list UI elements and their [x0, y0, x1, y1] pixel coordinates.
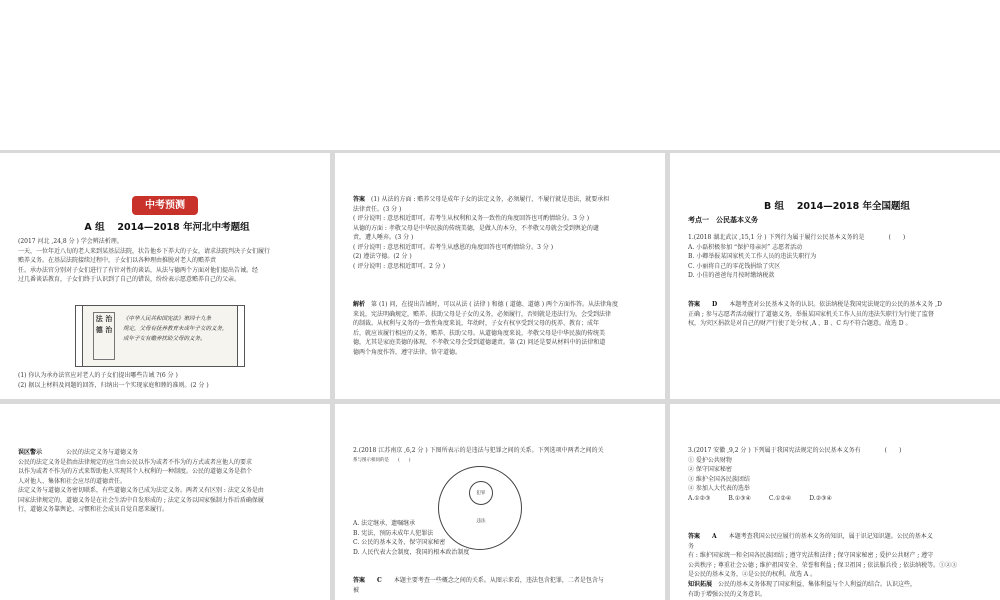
question-intro: (2017 河北 ,24,8 分 ) 学会辨法析理。 [18, 238, 123, 245]
analysis-line: 第 (1) 问，在提出告诫时，可以从法 ( 法律 ) 和德 ( 道德、道德 ) 两个方面作答。从法律角度 [371, 301, 618, 308]
item: ③ 维护全国各民族团结 [688, 475, 750, 483]
answer-line: 从德的方面 : 孝敬父母是中华民族的传统美德，是做人的本分，不孝敬父母就会受到舆论的谴 [353, 224, 599, 232]
analysis-line: 来说，宪法明确规定，赡养、扶助父母是子女的义务，必须履行，否则就是违法行为，会受到法律 [353, 310, 612, 318]
misconception-line: 法定义务与道德义务密切联系，有些道德义务已成为法定义务。两者又有区别 : 法定义务是由 [18, 487, 264, 494]
answer-line: 权，为灾区捐款是对自己的财产行使了处分权 ,A 、B 、C 均不符合题意。故选 D 。 [688, 320, 912, 327]
answer-key: C [377, 577, 382, 584]
slide-hebei-exam[interactable] [0, 153, 330, 399]
answer-text: 本题主要考查一些概念之间的关系。从图示来看，违法包含犯罪，二者是包含与 [393, 577, 604, 584]
option-d: D. 小佳的爸爸每月按时缴纳税款 [688, 272, 775, 279]
forecast-badge: 中考预测 [132, 196, 198, 215]
answer-text: 本题考查对公民基本义务的认识。依法纳税是我国宪法规定的公民的基本义务 ,D [729, 301, 942, 308]
item: ① 爱护公共财物 [688, 456, 732, 464]
answer-line: 务 [688, 542, 695, 550]
item: ② 保守国家秘密 [688, 466, 732, 473]
answer-line: ( 评分说明 : 意思相近即可。若考生从感恩的角度回答也可酌情给分。3 分 ) [353, 243, 554, 251]
scroll-text-line: 成年子女有赡养扶助父母的义务。 [123, 336, 206, 342]
option-c: C. 公民的基本义务，保守国家秘密 [353, 539, 446, 546]
venn-outer-label: 违法 [476, 519, 486, 524]
misconception-line: 公民的法定义务是指由法律规定的应当由公民以作为或者不作为的方式或者应他人的要求 [18, 458, 253, 466]
misconception-line: 国家法律规定的，道德义务是在社会生活中自发形成的 ; 法定义务以国家强制力作后盾确保履 [18, 496, 264, 504]
misconception-line: 行，道德义务靠舆论、习惯和社会成员自觉自愿来履行。 [18, 506, 169, 513]
option-d: D. 人民代表大会制度，我国的根本政治制度 [353, 548, 470, 556]
misconception-label: 误区警示 [18, 449, 43, 456]
slide-misconception[interactable] [0, 404, 330, 600]
scroll-rod-right [237, 305, 245, 367]
slide-venn-question[interactable] [335, 404, 665, 600]
answer-label: 答案 [688, 533, 701, 540]
material-line: 过几番谈话教育，子女们终于认识到了自己的错误，纷纷表示愿意赡养自己的父亲。 [18, 276, 241, 283]
tip-line: 公民的基本义务体现了国家利益、集体利益与个人利益的结合。认识这些， [718, 581, 917, 588]
material-line: 赡养义务。在基层法院接续过程中，子女们以各种理由推脱对老人的赡养责 [18, 257, 217, 264]
question-sub: 系与图示相同的是 ( ) [353, 457, 411, 463]
answer-line: 责，遭人唾弃。(3 分 ) [353, 234, 414, 241]
item: ④ 参加人大代表的选举 [688, 485, 750, 492]
slide-answer-analysis[interactable] [335, 153, 665, 399]
sub-question: (1) 你认为承办法官应对老人的子女们提出哪些告诫 ?(6 分 ) [18, 372, 178, 379]
scroll-text-line: 《中华人民共和国宪法》第四十九条 [123, 316, 212, 322]
group-a-heading: A 组 2014—2018 年河北中考题组 [84, 222, 250, 233]
answer-key: D [712, 301, 718, 308]
answer-line: 正确 ; 参与志愿者活动履行了道德义务，举报某国家机关工作人员的违法失职行为行使了监督 [688, 310, 934, 318]
answer-line: (2) 遵法守德。(2 分 ) [353, 253, 412, 260]
answer-line: ( 评分说明 : 意思相近即可。若考生从权利和义务一致性的角度回答也可酌情给分。3 分 ) [353, 215, 590, 222]
question-text: 2.(2018 江苏南京 ,6,2 分 ) 下图所表示的是违法与犯罪之间的关系。下列选项中两者之间的关 [353, 447, 604, 454]
answer-line: (1) 从法的方面 : 赡养父母是成年子女的法定义务，必须履行，不履行就是违法，就要承担 [371, 196, 610, 203]
top-blank-area [0, 0, 1000, 150]
misconception-line: 人对他人、集体和社会应尽的道德责任。 [18, 477, 127, 485]
misconception-line: 以作为或者不作为的方式来帮助他人实现其个人权利的一种制度。公民的道德义务是指个 [18, 468, 253, 475]
scroll-illustration [80, 305, 240, 367]
slide-civic-duties-question[interactable] [670, 404, 1000, 600]
tip-label: 知识拓展 [688, 581, 713, 588]
scroll-text-line: 规定，父母有抚养教育未成年子女的义务， [123, 326, 228, 332]
option-a: A. 小磊积极参加 “保护母亲河” 志愿者活动 [688, 243, 803, 251]
analysis-line: 的制裁。从权利与义务的一致性角度来说，年幼时，子女有权享受到父母的抚养、教育；成年 [353, 320, 600, 327]
answer-line: 法律责任。(3 分 ) [353, 205, 402, 213]
scroll-text [123, 314, 231, 344]
answer-line: 被 [353, 586, 360, 594]
analysis-line: 德两个角度作答，遵守法律，恪守道德。 [353, 348, 462, 356]
sub-question: (2) 据以上材料及问题的回答，归纳出一个实现家庭和睦的准则。(2 分 ) [18, 381, 209, 389]
material-line: 任。承办法官分别对子女们进行了有针对性的谈话，从法与德两个方面对他们提出告诫。经 [18, 266, 259, 274]
answer-label: 答案 [353, 196, 366, 203]
question-text: 3.(2017 安徽 ,9,2 分 ) 下列属于我国宪法规定的公民基本义务有 ( ) [688, 447, 902, 454]
answer-text: 本题考查我国公民应履行的基本义务的知识，属于识记知识题。公民的基本义 [728, 533, 933, 540]
answer-line: 有 : 维护国家统一和全国各民族团结 ; 遵守宪法和法律 ; 保守国家秘密 ; 爱护公共财产 ; 遵守 [688, 552, 934, 559]
answer-key: A [712, 533, 717, 540]
answer-label: 答案 [688, 301, 701, 308]
analysis-label: 解析 [353, 301, 366, 308]
choices: A.①②③ B.①③④ C.①②④ D.②③④ [688, 494, 832, 502]
answer-line: 公共秩序 ; 尊重社会公德 ; 维护祖国安全、荣誉和利益 ; 保卫祖国 ; 依法服兵役 ; 依法纳税等。①②③ [688, 561, 958, 569]
answer-line: ( 评分说明 : 意思相近即可。2 分 ) [353, 262, 446, 270]
scroll-seal: 法 治 德 治 [93, 312, 115, 360]
venn-inner-circle: 犯罪 [469, 481, 493, 505]
analysis-line: 后，就应该履行相应的义务，赡养、扶助父母。从道德角度来说，孝敬父母是中华民族的传统美 [353, 329, 606, 337]
option-b: B. 宪法，预防未成年人犯罪法 [353, 529, 434, 537]
answer-line: 是公民的基本义务，④是公民的权利。故选 A 。 [688, 571, 817, 578]
answer-label: 答案 [353, 577, 366, 584]
analysis-line: 德，尤其是家庭美德的体现，不孝敬父母会受到道德谴责。第 (2) 问还是要从材料中的法律和道 [353, 339, 606, 346]
tip-line: 有助于增强公民的义务意识。 [688, 590, 767, 598]
option-a: A. 法定继承，遗嘱继承 [353, 520, 416, 527]
question-text: 1.(2018 湖北武汉 ,15,1 分 ) 下列行为属于履行公民基本义务的是 ( ) [688, 234, 906, 241]
option-b: B. 小卿举报某国家机关工作人员的违法失职行为 [688, 253, 817, 260]
scroll-rod-left [75, 305, 83, 367]
point-heading: 考点一 公民基本义务 [688, 216, 758, 224]
slide-national-exam[interactable] [670, 153, 1000, 399]
option-c: C. 小丽将自己的零花钱捐给了灾区 [688, 262, 781, 270]
misconception-title: 公民的法定义务与道德义务 [66, 449, 139, 456]
group-b-heading: B 组 2014—2018 年全国题组 [763, 201, 911, 212]
material-line: 一天，一位年近八旬的老人来到某基层法院，状告他乡下养大的子女，请求法院判决子女们履行 [18, 247, 271, 255]
